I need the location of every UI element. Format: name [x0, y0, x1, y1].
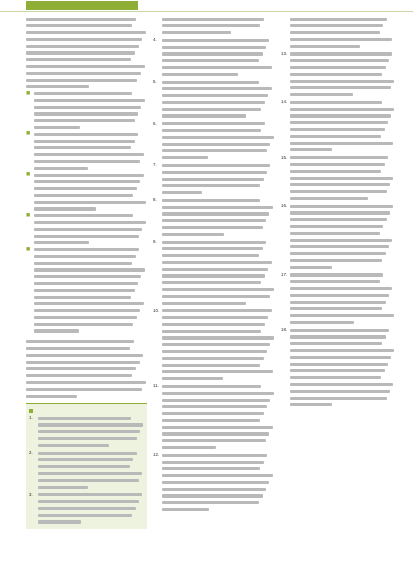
- text-line: [162, 273, 275, 279]
- text-line: [34, 226, 147, 232]
- text-line: [38, 429, 144, 435]
- text-line: [162, 328, 275, 334]
- text-line: [290, 368, 395, 374]
- text-line: [34, 308, 147, 314]
- reference-item: [153, 121, 275, 162]
- text-line: [26, 63, 147, 69]
- text-line: [162, 253, 275, 259]
- middle-column: [153, 16, 275, 514]
- text-line: [290, 402, 395, 408]
- text-line: [26, 366, 147, 372]
- text-line: [162, 280, 275, 286]
- left-column: [26, 16, 147, 529]
- text-line: [162, 431, 275, 437]
- text-line: [34, 104, 147, 110]
- text-line: [162, 30, 275, 36]
- text-line: [162, 355, 275, 361]
- text-line: [162, 99, 275, 105]
- text-line: [34, 158, 147, 164]
- text-line: [34, 91, 147, 97]
- text-line: [290, 127, 395, 133]
- text-line: [34, 240, 147, 246]
- text-line: [34, 179, 147, 185]
- text-line: [290, 85, 395, 91]
- text-line: [34, 165, 147, 171]
- text-line: [162, 479, 275, 485]
- text-line: [290, 334, 395, 340]
- text-line: [38, 422, 144, 428]
- text-line: [290, 217, 395, 223]
- reference-number: 2.: [29, 450, 33, 456]
- text-line: [290, 306, 395, 312]
- text-line: [162, 349, 275, 355]
- text-line: [34, 125, 147, 131]
- text-line: [162, 438, 275, 444]
- text-line: [290, 133, 395, 139]
- text-line: [34, 267, 147, 273]
- text-line: [38, 415, 144, 421]
- text-line: [290, 195, 395, 201]
- text-line: [162, 176, 275, 182]
- text-line: [162, 424, 275, 430]
- text-line: [162, 266, 275, 272]
- text-line: [290, 140, 395, 146]
- footer-text: [26, 569, 146, 577]
- text-line: [34, 274, 147, 280]
- text-line: [162, 473, 275, 479]
- text-line: [38, 505, 144, 511]
- text-line: [34, 280, 147, 286]
- text-line: [38, 442, 144, 448]
- reference-number: 11.: [153, 383, 159, 389]
- text-line: [162, 417, 275, 423]
- text-line: [290, 319, 395, 325]
- text-line: [290, 16, 395, 22]
- text-line: [290, 313, 395, 319]
- text-line: [34, 111, 147, 117]
- text-line: [38, 519, 144, 525]
- text-line: [162, 239, 275, 245]
- text-line: [290, 327, 395, 333]
- text-line: [34, 172, 147, 178]
- text-line: [290, 168, 395, 174]
- text-line: [162, 148, 275, 154]
- text-line: [290, 264, 395, 270]
- reference-number: 14.: [281, 99, 288, 105]
- text-line: [162, 64, 275, 70]
- intro-paragraph: [26, 16, 147, 90]
- text-line: [162, 155, 275, 161]
- reference-number: 7.: [153, 162, 157, 168]
- bullet-item: [26, 172, 147, 213]
- text-line: [162, 404, 275, 410]
- text-line: [162, 58, 275, 64]
- text-line: [34, 328, 147, 334]
- text-line: [162, 411, 275, 417]
- text-line: [162, 397, 275, 403]
- text-line: [290, 155, 395, 161]
- text-line: [290, 348, 395, 354]
- text-line: [34, 253, 147, 259]
- text-line: [38, 512, 144, 518]
- text-line: [26, 352, 147, 358]
- text-line: [34, 219, 147, 225]
- text-line: [290, 292, 395, 298]
- text-line: [290, 203, 395, 209]
- reference-item: [153, 79, 275, 120]
- text-line: [162, 231, 275, 237]
- text-line: [162, 500, 275, 506]
- text-line: [290, 113, 395, 119]
- reference-item: [153, 308, 275, 383]
- text-line: [162, 23, 275, 29]
- text-line: [26, 36, 147, 42]
- text-line: [162, 51, 275, 57]
- reference-item: [153, 162, 275, 196]
- text-line: [162, 113, 275, 119]
- text-line: [290, 244, 395, 250]
- text-line: [290, 210, 395, 216]
- text-line: [290, 395, 395, 401]
- text-line: [162, 259, 275, 265]
- running-header: [0, 0, 413, 12]
- reference-number: 10.: [153, 307, 160, 313]
- text-line: [290, 388, 395, 394]
- reference-item: [281, 155, 395, 202]
- text-line: [290, 361, 395, 367]
- text-line: [26, 57, 147, 63]
- text-line: [162, 506, 275, 512]
- text-line: [162, 134, 275, 140]
- text-line: [34, 192, 147, 198]
- text-line: [34, 97, 147, 103]
- text-line: [162, 362, 275, 368]
- text-line: [38, 492, 144, 498]
- section-marker-icon: [29, 409, 33, 413]
- text-line: [26, 84, 147, 90]
- text-line: [162, 44, 275, 50]
- reference-item: [29, 492, 144, 526]
- text-line: [290, 161, 395, 167]
- reference-list-right: [281, 16, 395, 409]
- text-line: [290, 189, 395, 195]
- text-line: [162, 162, 275, 168]
- text-line: [26, 70, 147, 76]
- reference-number: 18.: [281, 327, 288, 333]
- text-line: [38, 464, 144, 470]
- text-line: [290, 223, 395, 229]
- text-line: [34, 186, 147, 192]
- text-line: [162, 321, 275, 327]
- reference-number: 13.: [281, 50, 288, 56]
- text-line: [162, 71, 275, 77]
- reference-item: [281, 99, 395, 153]
- text-line: [162, 315, 275, 321]
- text-line: [162, 335, 275, 341]
- journal-section-label: [26, 1, 138, 10]
- text-line: [162, 452, 275, 458]
- bullet-icon: ■: [26, 170, 31, 178]
- text-line: [26, 386, 147, 392]
- bullet-item: [26, 91, 147, 132]
- closing-paragraph: [26, 339, 147, 399]
- text-line: [290, 285, 395, 291]
- reference-list-middle: [153, 16, 275, 513]
- text-line: [162, 308, 275, 314]
- text-line: [290, 279, 395, 285]
- text-line: [26, 379, 147, 385]
- reference-number: 3.: [29, 491, 33, 497]
- text-line: [162, 218, 275, 224]
- text-line: [162, 286, 275, 292]
- text-line: [26, 346, 147, 352]
- text-line: [290, 257, 395, 263]
- text-line: [26, 393, 147, 399]
- text-line: [290, 175, 395, 181]
- text-line: [162, 369, 275, 375]
- text-line: [34, 138, 147, 144]
- reference-item: [281, 51, 395, 98]
- text-line: [26, 23, 147, 29]
- text-line: [34, 206, 147, 212]
- page-footer: [0, 565, 413, 585]
- text-line: [26, 339, 147, 345]
- text-line: [26, 30, 147, 36]
- reference-item: [29, 450, 144, 491]
- bullet-item: [26, 247, 147, 335]
- bullet-item: [26, 213, 147, 247]
- text-line: [38, 470, 144, 476]
- reference-item: [153, 452, 275, 513]
- text-line: [162, 16, 275, 22]
- text-line: [34, 118, 147, 124]
- bullet-item: [26, 131, 147, 172]
- text-line: [290, 120, 395, 126]
- reference-number: 17.: [281, 271, 288, 277]
- reference-number: 8.: [153, 197, 157, 203]
- text-line: [162, 190, 275, 196]
- text-line: [162, 466, 275, 472]
- text-line: [34, 314, 147, 320]
- text-line: [162, 300, 275, 306]
- text-line: [162, 493, 275, 499]
- text-line: [162, 246, 275, 252]
- text-line: [38, 499, 144, 505]
- text-line: [162, 383, 275, 389]
- text-line: [290, 92, 395, 98]
- reference-item: [153, 383, 275, 451]
- reference-item: [153, 239, 275, 307]
- text-line: [162, 197, 275, 203]
- text-line: [290, 78, 395, 84]
- text-line: [290, 147, 395, 153]
- text-line: [162, 141, 275, 147]
- text-line: [26, 43, 147, 49]
- text-line: [34, 145, 147, 151]
- text-line: [290, 51, 395, 57]
- reference-item: [153, 197, 275, 238]
- text-line: [162, 169, 275, 175]
- reference-number: 16.: [281, 203, 288, 209]
- text-line: [290, 230, 395, 236]
- text-line: [290, 381, 395, 387]
- text-line: [162, 444, 275, 450]
- references-heading: [29, 408, 144, 415]
- reference-number: 5.: [153, 79, 157, 85]
- text-line: [290, 341, 395, 347]
- text-line: [290, 64, 395, 70]
- text-line: [290, 43, 395, 49]
- bullet-icon: ■: [26, 211, 31, 219]
- text-line: [290, 71, 395, 77]
- reference-item: [281, 272, 395, 326]
- text-line: [290, 299, 395, 305]
- text-line: [34, 199, 147, 205]
- reference-item: [153, 37, 275, 78]
- bullet-list: [26, 91, 147, 335]
- text-line: [290, 375, 395, 381]
- right-column: [281, 16, 395, 410]
- text-line: [26, 373, 147, 379]
- text-line: [290, 99, 395, 105]
- text-line: [34, 247, 147, 253]
- text-line: [162, 79, 275, 85]
- text-line: [290, 30, 395, 36]
- text-line: [162, 293, 275, 299]
- text-line: [162, 128, 275, 134]
- text-line: [162, 342, 275, 348]
- reference-number: 6.: [153, 120, 157, 126]
- text-line: [162, 376, 275, 382]
- reference-item: [153, 16, 275, 36]
- text-line: [26, 77, 147, 83]
- text-line: [34, 301, 147, 307]
- text-line: [162, 224, 275, 230]
- reference-number: 1.: [29, 415, 33, 421]
- text-line: [290, 36, 395, 42]
- text-line: [38, 450, 144, 456]
- reference-number: 12.: [153, 452, 160, 458]
- text-line: [290, 106, 395, 112]
- text-line: [290, 23, 395, 29]
- reference-number: 4.: [153, 37, 157, 43]
- reference-list-left: [29, 415, 144, 526]
- text-line: [26, 16, 147, 22]
- text-line: [34, 213, 147, 219]
- text-line: [38, 457, 144, 463]
- reference-number: 9.: [153, 239, 157, 244]
- text-line: [162, 204, 275, 210]
- references-box: [26, 403, 147, 529]
- text-line: [26, 50, 147, 56]
- text-line: [290, 354, 395, 360]
- text-line: [162, 86, 275, 92]
- text-line: [290, 237, 395, 243]
- text-line: [34, 321, 147, 327]
- text-line: [34, 287, 147, 293]
- text-line: [162, 390, 275, 396]
- text-line: [34, 260, 147, 266]
- text-line: [290, 182, 395, 188]
- text-line: [162, 211, 275, 217]
- text-line: [162, 93, 275, 99]
- text-line: [162, 183, 275, 189]
- text-line: [162, 121, 275, 127]
- text-line: [290, 251, 395, 257]
- bullet-icon: ■: [26, 130, 31, 138]
- text-line: [162, 459, 275, 465]
- text-line: [34, 233, 147, 239]
- text-line: [290, 58, 395, 64]
- text-line: [162, 486, 275, 492]
- text-line: [38, 484, 144, 490]
- reference-item: [281, 327, 395, 408]
- text-line: [34, 152, 147, 158]
- text-line: [162, 37, 275, 43]
- text-line: [34, 131, 147, 137]
- text-line: [34, 294, 147, 300]
- bullet-icon: ■: [26, 89, 31, 97]
- text-line: [162, 106, 275, 112]
- bullet-icon: ■: [26, 245, 31, 253]
- text-line: [26, 359, 147, 365]
- text-line: [290, 272, 395, 278]
- reference-item: [281, 16, 395, 50]
- reference-item: [281, 203, 395, 271]
- text-line: [38, 436, 144, 442]
- reference-number: 15.: [281, 154, 288, 160]
- reference-item: [29, 415, 144, 449]
- text-line: [38, 477, 144, 483]
